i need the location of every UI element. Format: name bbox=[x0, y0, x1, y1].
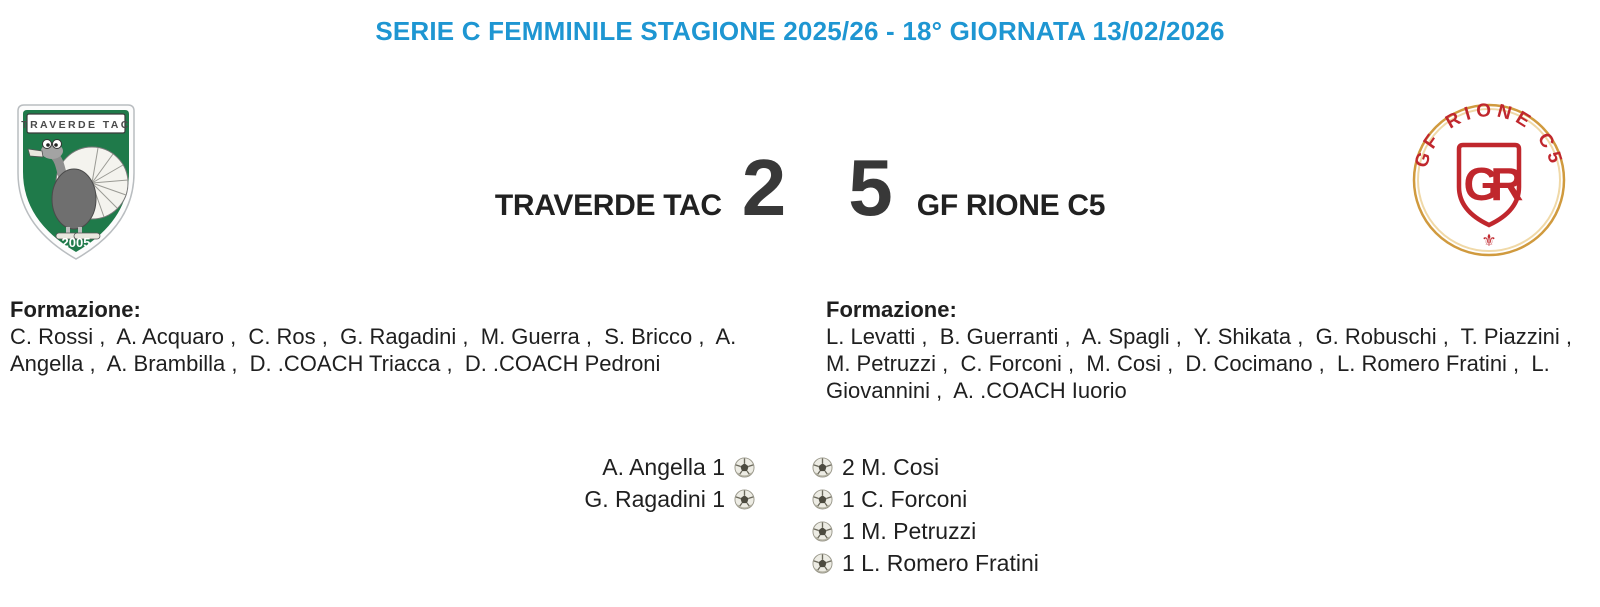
away-formation-players: L. Levatti , B. Guerranti , A. Spagli , Y. Shikata , G. Robuschi , T. Piazzini , M. Petruzzi , C. Forconi , M. Cosi , D. Cocimano , L. Romero Fratini , L. Giovannini , A. .COACH Iuorio bbox=[826, 324, 1585, 403]
away-formation bbox=[826, 296, 1585, 404]
score-row bbox=[0, 143, 1600, 232]
away-formation-label: Formazione: bbox=[826, 297, 957, 322]
soccer-ball-icon bbox=[812, 457, 833, 478]
away-score: 5 bbox=[848, 143, 893, 232]
home-formation bbox=[10, 296, 758, 377]
away-scorers-list bbox=[812, 451, 1039, 579]
scorer-label: 1 L. Romero Fratini bbox=[842, 549, 1039, 576]
away-scorer-row bbox=[812, 451, 1039, 483]
fleur-de-lis-icon: ⚜ bbox=[1481, 231, 1497, 250]
page-title: SERIE C FEMMINILE STAGIONE 2025/26 - 18° GIORNATA 13/02/2026 bbox=[375, 16, 1225, 46]
scorer-label: A. Angella 1 bbox=[602, 453, 725, 480]
shield-banner-text: TRAVERDE TAC bbox=[21, 119, 131, 131]
home-formation-label: Formazione: bbox=[10, 297, 141, 322]
scorer-label: 1 M. Petruzzi bbox=[842, 517, 977, 544]
home-scorer-row bbox=[584, 451, 755, 483]
away-scorer-row bbox=[812, 547, 1039, 579]
home-formation-players: C. Rossi , A. Acquaro , C. Ros , G. Ragadini , M. Guerra , S. Bricco , A. Angella , A. Brambilla , D. .COACH Triacca , D. .COACH Pedroni bbox=[10, 324, 742, 376]
home-team-name: TRAVERDE TAC bbox=[494, 189, 722, 222]
away-team-name: GF RIONE C5 bbox=[916, 189, 1106, 222]
soccer-ball-icon bbox=[812, 521, 833, 542]
away-scorer-row bbox=[812, 483, 1039, 515]
crest-monogram: GR bbox=[1463, 158, 1515, 210]
home-score: 2 bbox=[741, 143, 787, 232]
crest-ring-text: GF RIONE C5 bbox=[1410, 101, 1567, 171]
soccer-ball-icon bbox=[734, 489, 755, 510]
soccer-ball-icon bbox=[812, 553, 833, 574]
scorer-label: 1 C. Forconi bbox=[842, 485, 968, 512]
home-scorer-row bbox=[584, 483, 755, 515]
scorer-label: 2 M. Cosi bbox=[842, 453, 940, 480]
home-scorers-list bbox=[584, 451, 755, 515]
scorer-label: G. Ragadini 1 bbox=[584, 485, 725, 512]
soccer-ball-icon bbox=[812, 489, 833, 510]
soccer-ball-icon bbox=[734, 457, 755, 478]
away-scorer-row bbox=[812, 515, 1039, 547]
shield-year-text: 2005 bbox=[61, 235, 91, 250]
